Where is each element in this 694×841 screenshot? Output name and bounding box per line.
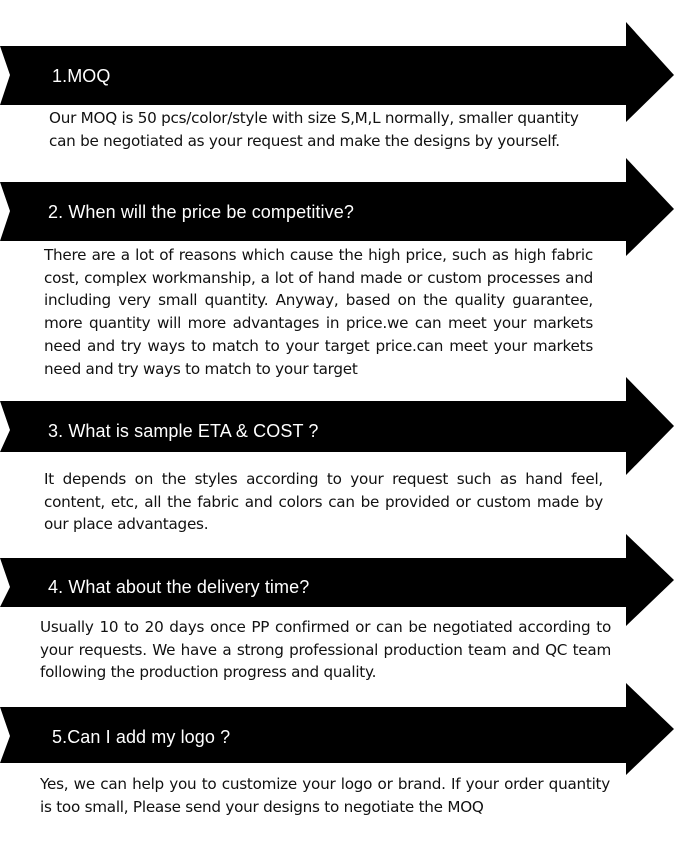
answer-text-3: It depends on the styles according to your request such as hand feel, content, etc, all the fabric and colors can be provided or custom made by our place advantages. [44, 470, 603, 534]
answer-text-2: There are a lot of reasons which cause the high price, such as high fabric cost, complex workmanship, a lot of hand made or custom processes and including very small quantity. Anyway, based on the quality guarantee, more quantity will more advantages in price.we can meet your markets need and try ways to match to your target price.can meet your markets need and try ways to match to your target [44, 246, 593, 378]
answer-text-4: Usually 10 to 20 days once PP confirmed or can be negotiated according to your requests. We have a strong professional production team and QC team following the production progress and quality. [40, 618, 611, 682]
question-text-4: 4. What about the delivery time? [48, 577, 310, 597]
question-text-3: 3. What is sample ETA & COST ? [48, 421, 319, 441]
question-text-5: 5.Can I add my logo ? [52, 727, 231, 747]
answer-text-5: Yes, we can help you to customize your logo or brand. If your order quantity is too small, Please send your designs to negotiate the MOQ [40, 775, 610, 816]
question-text-1: 1.MOQ [52, 66, 111, 86]
question-text-2: 2. When will the price be competitive? [48, 202, 354, 222]
answer-text-1: Our MOQ is 50 pcs/color/style with size S,M,L normally, smaller quantity can be negotiated as your request and make the designs by yourself. [49, 109, 579, 150]
